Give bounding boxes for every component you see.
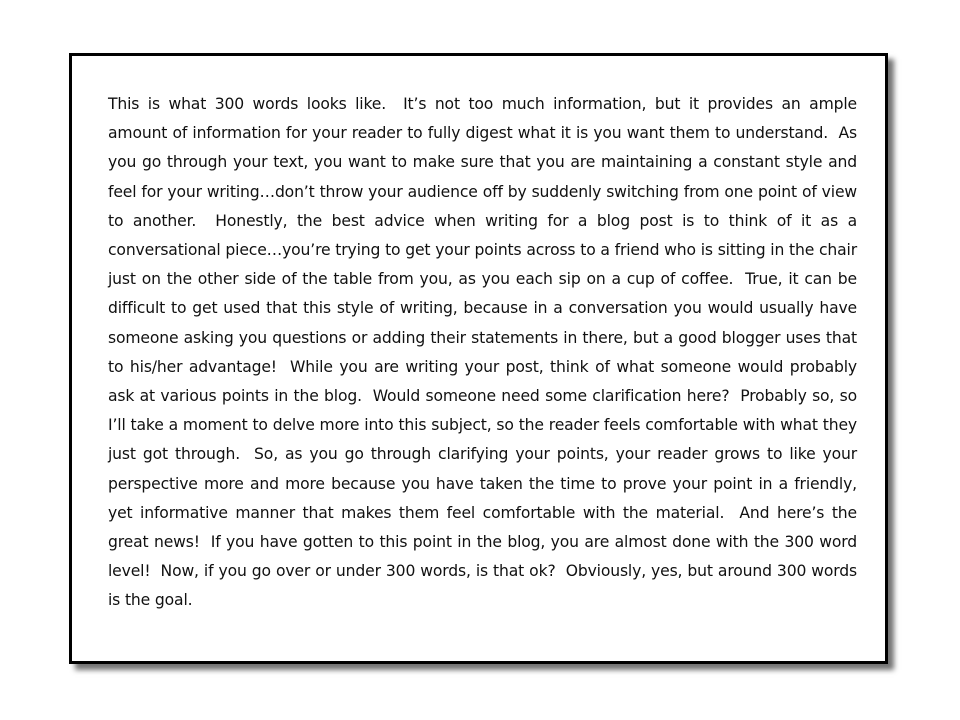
bordered-text-box xyxy=(69,53,888,664)
body-paragraph: This is what 300 words looks like. It’s not too much information, but it provides an ample amount of information for your reader to fully digest what it is you want them to understand. As you go through your text, you want to make sure that you are maintaining a constant style and feel for your writing…don’t throw your audience off by suddenly switching from one point of view to another. Honestly, the best advice when writing for a blog post is to think of it as a conversational piece…you’re trying to get your points across to a friend who is sitting in the chair just on the other side of the table from you, as you each sip on a cup of coffee. True, it can be difficult to get used that this style of writing, because in a conversation you would usually have someone asking you questions or adding their statements in there, but a good blogger uses that to his/her advantage! While you are writing your post, think of what someone would probably ask at various points in the blog. Would someone need some clarification here? Probably so, so I’ll take a moment to delve more into this subject, so the reader feels comfortable with what they just got through. So, as you go through clarifying your points, your reader grows to like your perspective more and more because you have taken the time to prove your point in a friendly, yet informative manner that makes them feel comfortable with the material. And here’s the great news! If you have gotten to this point in the blog, you are almost done with the 300 word level! Now, if you go over or under 300 words, is that ok? Obviously, yes, but around 300 words is the goal. xyxy=(108,95,862,610)
